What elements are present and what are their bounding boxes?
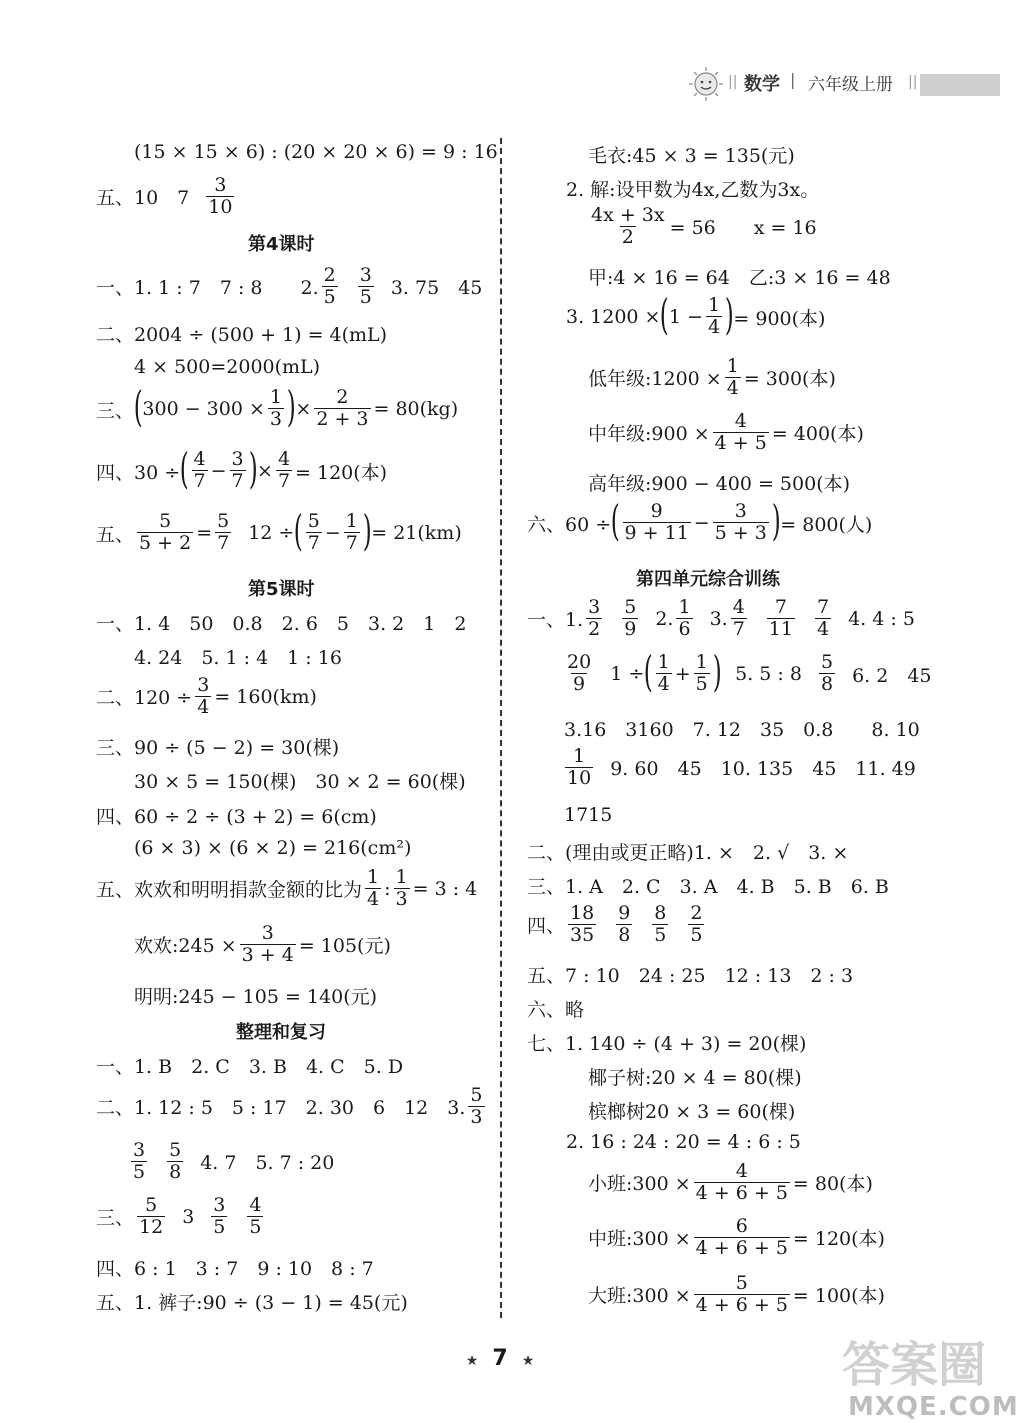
answer-line: 二、120 ÷ $\frac{3}{4}$ = 160(km): [96, 674, 317, 718]
answer-line: 2. 16 : 24 : 20 = 4 : 6 : 5: [566, 1131, 801, 1153]
answer-line: 四、30 ÷ ( $\frac{4}{7}$ − $\frac{3}{7}$ ) × $\frac{4}{7}$ = 120(本): [96, 444, 388, 493]
answer-line: 一、1. B 2. C 3. B 4. C 5. D: [96, 1056, 404, 1078]
answer-line: 一、1. 1 : 7 7 : 8 2. $\frac{2}{5}$ $\frac{3}{5}$ 3. 75 45: [96, 264, 483, 308]
answer-line: 六、略: [527, 999, 585, 1021]
answer-line: 4. 24 5. 1 : 4 1 : 16: [134, 647, 342, 669]
section-title: 第四单元综合训练: [636, 569, 780, 590]
answer-line: 30 × 5 = 150(棵) 30 × 2 = 60(棵): [134, 771, 466, 793]
answer-line: 一、1. $\frac{3}{2}$ $\frac{5}{9}$ 2. $\frac{1}{6}$ 3. $\frac{4}{7}$ $\frac{7}{11}$ $\frac{7}{4}$ 4. 4 : 5: [527, 596, 915, 640]
answer-line: 五、欢欢和明明捐款金额的比为 $\frac{1}{4}$ : $\frac{1}{3}$ = 3 : 4: [96, 866, 478, 910]
answer-line: $\frac{3}{5}$ $\frac{5}{8}$ 4. 7 5. 7 : 20: [133, 1139, 335, 1183]
answer-line: 五、10 7 $\frac{3}{10}$: [96, 174, 233, 218]
answer-line: 二、1. 12 : 5 5 : 17 2. 30 6 12 3. $\frac{5}{3}$: [96, 1084, 483, 1128]
answer-line: 一、1. 4 50 0.8 2. 6 5 3. 2 1 2: [96, 613, 467, 635]
answer-line: 三、 $\frac{5}{12}$ 3 $\frac{3}{5}$ $\frac{4}{5}$: [96, 1194, 262, 1238]
page-number: 7: [492, 1346, 508, 1371]
answer-line: 五、 $\frac{5}{5 + 2}$ = $\frac{5}{7}$ 12 ÷ ( $\frac{5}{7}$ − $\frac{1}{7}$ ) = 21(km): [96, 506, 462, 555]
answer-line: 1715: [564, 804, 613, 826]
section-title: 整理和复习: [236, 1022, 326, 1043]
answer-line: 椰子树:20 × 4 = 80(棵): [588, 1067, 802, 1089]
header-separator: |: [790, 70, 796, 89]
answer-line: 低年级:1200 × $\frac{1}{4}$ = 300(本): [588, 355, 836, 399]
answer-line: 欢欢:245 × $\frac{3}{3 + 4}$ = 105(元): [134, 922, 391, 966]
star-icon: ★: [521, 1353, 535, 1369]
answer-line: 三、1. A 2. C 3. A 4. B 5. B 6. B: [527, 876, 889, 898]
answer-line: $\frac{1}{10}$ 9. 60 45 10. 135 45 11. 49: [567, 745, 916, 789]
answer-line: 中班:300 × $\frac{6}{4 + 6 + 5}$ = 120(本): [588, 1215, 885, 1259]
answer-line: 小班:300 × $\frac{4}{4 + 6 + 5}$ = 80(本): [588, 1160, 873, 1204]
star-icon: ★: [465, 1353, 479, 1369]
header-grade: 六年级上册: [808, 75, 893, 95]
answer-line: 毛衣:45 × 3 = 135(元): [588, 145, 795, 167]
answer-line: 五、1. 裤子:90 ÷ (3 − 1) = 45(元): [96, 1292, 408, 1314]
watermark-site: MXQE.COM: [848, 1392, 1019, 1422]
page-header: [684, 60, 1000, 108]
answer-line: 六、60 ÷ ( $\frac{9}{9 + 11}$ − $\frac{3}{5 + 3}$ ) = 800(人): [527, 496, 873, 545]
section-title: 第5课时: [248, 579, 315, 600]
answer-line: 五、7 : 10 24 : 25 12 : 13 2 : 3: [527, 965, 854, 987]
answer-line: 三、 ( 300 − 300 × $\frac{1}{3}$ ) × $\frac{2}{2 + 3}$ = 80(kg): [96, 382, 459, 431]
answer-line: $\frac{4x + 3x}{2}$ = 56 x = 16: [591, 204, 817, 248]
answer-line: (15 × 15 × 6) : (20 × 20 × 6) = 9 : 16: [134, 141, 498, 163]
answer-line: 三、90 ÷ (5 − 2) = 30(棵): [96, 737, 340, 759]
header-bars-right: ||: [908, 74, 918, 90]
sun-mascot-icon: [688, 66, 724, 102]
answer-line: 高年级:900 − 400 = 500(本): [588, 473, 851, 495]
watermark-logo: 答案圈: [842, 1337, 987, 1393]
answer-line: 二、(理由或更正略)1. × 2. √ 3. ×: [527, 842, 849, 864]
fraction: $\frac{3}{10}$: [208, 174, 233, 218]
section-title: 第4课时: [248, 234, 315, 255]
answer-line: 二、2004 ÷ (500 + 1) = 4(mL): [96, 324, 388, 346]
answer-line: $\frac{20}{9}$ 1 ÷ ( $\frac{1}{4}$ + $\frac{1}{5}$ ) 5. 5 : 8 $\frac{5}{8}$ 6. 2 45: [567, 647, 932, 696]
header-subject: 数学: [744, 74, 780, 95]
answer-line: 七、1. 140 ÷ (4 + 3) = 20(棵): [527, 1033, 807, 1055]
answer-line: 槟榔树20 × 3 = 60(棵): [588, 1101, 796, 1123]
answer-line: 中年级:900 × $\frac{4}{4 + 5}$ = 400(本): [588, 410, 864, 454]
answer-line: 四、 $\frac{18}{35}$ $\frac{9}{8}$ $\frac{8}{5}$ $\frac{2}{5}$: [527, 902, 703, 946]
header-bars-left: ||: [728, 74, 738, 90]
answer-line: (6 × 3) × (6 × 2) = 216(cm²): [134, 837, 412, 859]
answer-line: 4 × 500=2000(mL): [134, 356, 321, 378]
answer-line: 大班:300 × $\frac{5}{4 + 6 + 5}$ = 100(本): [588, 1272, 885, 1316]
answer-line: 3. 1200 × ( 1 − $\frac{1}{4}$ ) = 900(本): [566, 290, 826, 339]
answer-line: 明明:245 − 105 = 140(元): [134, 986, 378, 1008]
answer-line: 四、6 : 1 3 : 7 9 : 10 8 : 7: [96, 1258, 374, 1280]
answer-line: 3.16 3160 7. 12 35 0.8 8. 10: [564, 719, 920, 741]
header-grey-bar: [920, 74, 1000, 96]
answer-line: 四、60 ÷ 2 ÷ (3 + 2) = 6(cm): [96, 806, 377, 828]
answer-line: 甲:4 × 16 = 64 乙:3 × 16 = 48: [588, 267, 891, 289]
column-divider: [500, 138, 502, 1318]
answer-line: 2. 解:设甲数为4x,乙数为3x。: [566, 179, 820, 201]
